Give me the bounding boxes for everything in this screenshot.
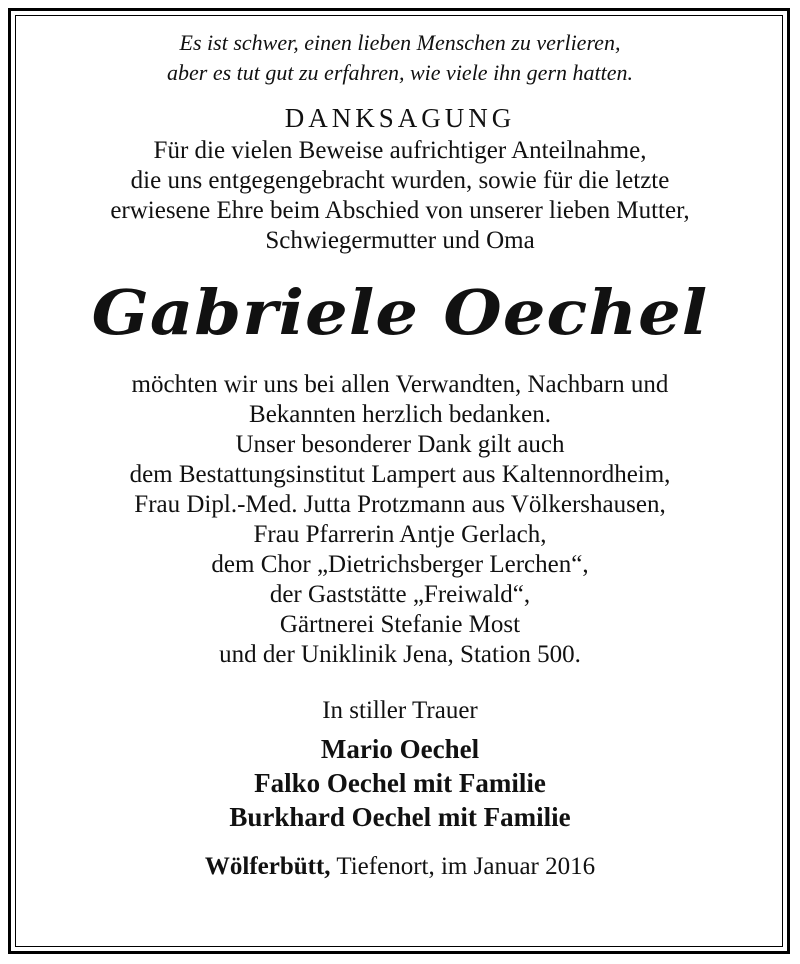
deceased-name: Gabriele Oechel bbox=[91, 276, 709, 349]
intro-line: Schwiegermutter und Oma bbox=[265, 227, 535, 254]
thanks-line: möchten wir uns bei allen Verwandten, Nachbarn und bbox=[131, 371, 669, 398]
intro-line: Für die vielen Beweise aufrichtiger Anteilnahme, bbox=[153, 137, 647, 164]
thanks-line: Unser besonderer Dank gilt auch bbox=[235, 431, 565, 458]
family-signatures bbox=[20, 732, 780, 834]
thanks-line: der Gaststätte „Freiwald“, bbox=[269, 581, 531, 608]
obituary-notice bbox=[20, 28, 780, 882]
thanks-line: und der Uniklinik Jena, Station 500. bbox=[219, 641, 581, 668]
intro-text bbox=[20, 136, 780, 256]
family-member: Mario Oechel bbox=[320, 734, 480, 764]
motto bbox=[20, 28, 780, 88]
thanks-line: Gärtnerei Stefanie Most bbox=[279, 611, 521, 638]
family-member: Falko Oechel mit Familie bbox=[254, 768, 546, 798]
place-rest: Tiefenort, im Januar 2016 bbox=[330, 853, 596, 880]
thanks-text bbox=[20, 370, 780, 670]
motto-line: aber es tut gut zu erfahren, wie viele ihn gern hatten. bbox=[167, 60, 633, 85]
mourning-line: In stiller Trauer bbox=[322, 697, 478, 724]
motto-line: Es ist schwer, einen lieben Menschen zu verlieren, bbox=[179, 30, 621, 55]
thanks-line: dem Chor „Dietrichsberger Lerchen“, bbox=[211, 551, 589, 578]
intro-line: die uns entgegengebracht wurden, sowie für die letzte bbox=[130, 167, 670, 194]
place-bold: Wölferbütt, bbox=[204, 853, 331, 880]
place-date-line bbox=[20, 852, 780, 882]
intro-line: erwiesene Ehre beim Abschied von unserer lieben Mutter, bbox=[110, 197, 690, 224]
thanks-line: Frau Dipl.-Med. Jutta Protzmann aus Völkershausen, bbox=[134, 491, 666, 518]
thanks-line: Bekannten herzlich bedanken. bbox=[249, 401, 551, 428]
thanks-line: dem Bestattungsinstitut Lampert aus Kaltennordheim, bbox=[129, 461, 671, 488]
thanks-line: Frau Pfarrerin Antje Gerlach, bbox=[253, 521, 547, 548]
family-member: Burkhard Oechel mit Familie bbox=[229, 802, 571, 832]
heading: DANKSAGUNG bbox=[284, 103, 516, 133]
